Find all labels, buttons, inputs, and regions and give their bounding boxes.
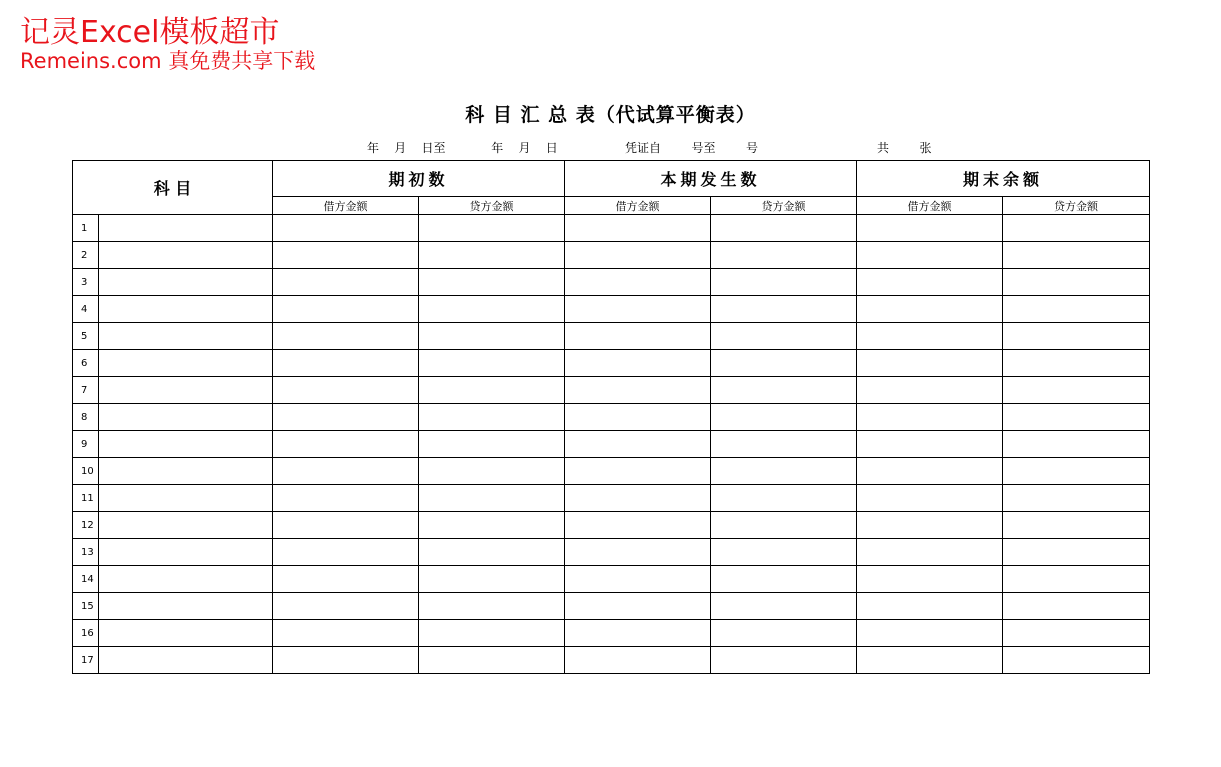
table-row [73,404,1150,431]
amount-cell[interactable] [565,323,711,350]
row-number: 13 [73,539,99,566]
row-number: 3 [73,269,99,296]
amount-cell[interactable] [857,269,1003,296]
subject-cell[interactable] [99,269,273,296]
amount-cell[interactable] [857,404,1003,431]
table-row [73,323,1150,350]
subject-cell[interactable] [99,350,273,377]
table-row [73,431,1150,458]
amount-cell[interactable] [857,242,1003,269]
closing-credit-header: 贷方金额 [1003,197,1150,215]
amount-cell[interactable] [857,566,1003,593]
amount-cell[interactable] [273,512,419,539]
amount-cell[interactable] [1003,458,1150,485]
amount-cell[interactable] [273,296,419,323]
table-row [73,566,1150,593]
subject-cell[interactable] [99,431,273,458]
amount-cell[interactable] [565,566,711,593]
amount-cell[interactable] [711,620,857,647]
amount-cell[interactable] [419,593,565,620]
row-number: 2 [73,242,99,269]
amount-cell[interactable] [565,350,711,377]
voucher-range: 凭证自 号至 号 [625,141,759,155]
amount-cell[interactable] [711,404,857,431]
subject-cell[interactable] [99,566,273,593]
amount-cell[interactable] [419,242,565,269]
watermark-tagline: Remeins.com 真免费共享下载 [20,49,316,73]
amount-cell[interactable] [1003,296,1150,323]
amount-cell[interactable] [857,377,1003,404]
subject-cell[interactable] [99,512,273,539]
date-range: 年 月 日至 年 月 日 [367,141,558,155]
table-row [73,377,1150,404]
row-number: 8 [73,404,99,431]
amount-cell[interactable] [711,458,857,485]
amount-cell[interactable] [1003,350,1150,377]
row-number: 12 [73,512,99,539]
amount-cell[interactable] [273,593,419,620]
amount-cell[interactable] [565,539,711,566]
row-number: 10 [73,458,99,485]
amount-cell[interactable] [419,377,565,404]
subject-cell[interactable] [99,377,273,404]
amount-cell[interactable] [857,215,1003,242]
row-number: 16 [73,620,99,647]
amount-cell[interactable] [565,512,711,539]
amount-cell[interactable] [857,512,1003,539]
amount-cell[interactable] [273,269,419,296]
amount-cell[interactable] [273,485,419,512]
amount-cell[interactable] [857,431,1003,458]
amount-cell[interactable] [419,404,565,431]
amount-cell[interactable] [565,647,711,674]
amount-cell[interactable] [1003,539,1150,566]
period-credit-header: 贷方金额 [711,197,857,215]
amount-cell[interactable] [565,431,711,458]
table-body [73,215,1150,674]
closing-debit-header: 借方金额 [857,197,1003,215]
summary-table-wrapper [72,160,1149,674]
amount-cell[interactable] [419,620,565,647]
table-row [73,269,1150,296]
amount-cell[interactable] [273,242,419,269]
amount-cell[interactable] [419,458,565,485]
amount-cell[interactable] [857,539,1003,566]
amount-cell[interactable] [857,647,1003,674]
subject-cell[interactable] [99,323,273,350]
subject-header: 科 目 [73,161,273,215]
amount-cell[interactable] [1003,269,1150,296]
amount-cell[interactable] [419,647,565,674]
amount-cell[interactable] [857,323,1003,350]
amount-cell[interactable] [1003,215,1150,242]
amount-cell[interactable] [273,539,419,566]
watermark-brand: 记灵Excel模板超市 [20,15,280,50]
table-row [73,593,1150,620]
table-row [73,512,1150,539]
amount-cell[interactable] [711,215,857,242]
amount-cell[interactable] [273,458,419,485]
amount-cell[interactable] [419,485,565,512]
amount-cell[interactable] [711,350,857,377]
opening-credit-header: 贷方金额 [419,197,565,215]
amount-cell[interactable] [857,593,1003,620]
amount-cell[interactable] [273,647,419,674]
amount-cell[interactable] [419,350,565,377]
amount-cell[interactable] [273,566,419,593]
amount-cell[interactable] [1003,485,1150,512]
table-row [73,215,1150,242]
amount-cell[interactable] [419,323,565,350]
row-number: 6 [73,350,99,377]
amount-cell[interactable] [711,377,857,404]
amount-cell[interactable] [1003,593,1150,620]
amount-cell[interactable] [711,512,857,539]
opening-debit-header: 借方金额 [273,197,419,215]
amount-cell[interactable] [1003,242,1150,269]
subject-summary-table [72,160,1150,674]
amount-cell[interactable] [565,215,711,242]
amount-cell[interactable] [1003,323,1150,350]
amount-cell[interactable] [1003,404,1150,431]
amount-cell[interactable] [857,485,1003,512]
table-row [73,485,1150,512]
subject-cell[interactable] [99,296,273,323]
amount-cell[interactable] [273,215,419,242]
amount-cell[interactable] [419,215,565,242]
table-row [73,350,1150,377]
watermark [20,15,316,73]
amount-cell[interactable] [565,404,711,431]
subject-cell[interactable] [99,539,273,566]
table-row [73,242,1150,269]
amount-cell[interactable] [1003,647,1150,674]
amount-cell[interactable] [1003,566,1150,593]
row-number: 5 [73,323,99,350]
amount-cell[interactable] [419,269,565,296]
amount-cell[interactable] [857,458,1003,485]
amount-cell[interactable] [711,296,857,323]
subject-cell[interactable] [99,458,273,485]
amount-cell[interactable] [419,431,565,458]
amount-cell[interactable] [565,485,711,512]
table-row [73,620,1150,647]
amount-cell[interactable] [711,566,857,593]
amount-cell[interactable] [273,404,419,431]
amount-cell[interactable] [857,296,1003,323]
subject-cell[interactable] [99,485,273,512]
amount-cell[interactable] [273,620,419,647]
amount-cell[interactable] [419,566,565,593]
amount-cell[interactable] [711,431,857,458]
table-row [73,296,1150,323]
amount-cell[interactable] [273,377,419,404]
amount-cell[interactable] [857,620,1003,647]
closing-balance-header: 期末余额 [857,161,1150,197]
row-number: 4 [73,296,99,323]
row-number: 17 [73,647,99,674]
subject-cell[interactable] [99,242,273,269]
row-number: 11 [73,485,99,512]
row-number: 14 [73,566,99,593]
amount-cell[interactable] [419,539,565,566]
table-row [73,647,1150,674]
amount-cell[interactable] [273,323,419,350]
amount-cell[interactable] [565,242,711,269]
row-number: 7 [73,377,99,404]
amount-cell[interactable] [857,350,1003,377]
amount-cell[interactable] [711,647,857,674]
amount-cell[interactable] [1003,512,1150,539]
amount-cell[interactable] [565,593,711,620]
amount-cell[interactable] [711,485,857,512]
amount-cell[interactable] [565,269,711,296]
opening-balance-header: 期初数 [273,161,565,197]
amount-cell[interactable] [419,296,565,323]
amount-cell[interactable] [711,323,857,350]
amount-cell[interactable] [711,539,857,566]
amount-cell[interactable] [1003,431,1150,458]
subject-cell[interactable] [99,593,273,620]
current-period-header: 本期发生数 [565,161,857,197]
page-count: 共 张 [877,141,932,155]
amount-cell[interactable] [419,512,565,539]
amount-cell[interactable] [711,242,857,269]
subject-cell[interactable] [99,215,273,242]
subject-cell[interactable] [99,404,273,431]
table-row [73,458,1150,485]
amount-cell[interactable] [711,269,857,296]
subject-cell[interactable] [99,620,273,647]
period-debit-header: 借方金额 [565,197,711,215]
amount-cell[interactable] [273,350,419,377]
amount-cell[interactable] [711,593,857,620]
amount-cell[interactable] [565,620,711,647]
amount-cell[interactable] [565,296,711,323]
row-number: 9 [73,431,99,458]
amount-cell[interactable] [565,377,711,404]
row-number: 1 [73,215,99,242]
amount-cell[interactable] [1003,377,1150,404]
subject-cell[interactable] [99,647,273,674]
amount-cell[interactable] [1003,620,1150,647]
report-title: 科 目 汇 总 表（代试算平衡表） [465,104,756,126]
row-number: 15 [73,593,99,620]
table-row [73,539,1150,566]
amount-cell[interactable] [273,431,419,458]
amount-cell[interactable] [565,458,711,485]
